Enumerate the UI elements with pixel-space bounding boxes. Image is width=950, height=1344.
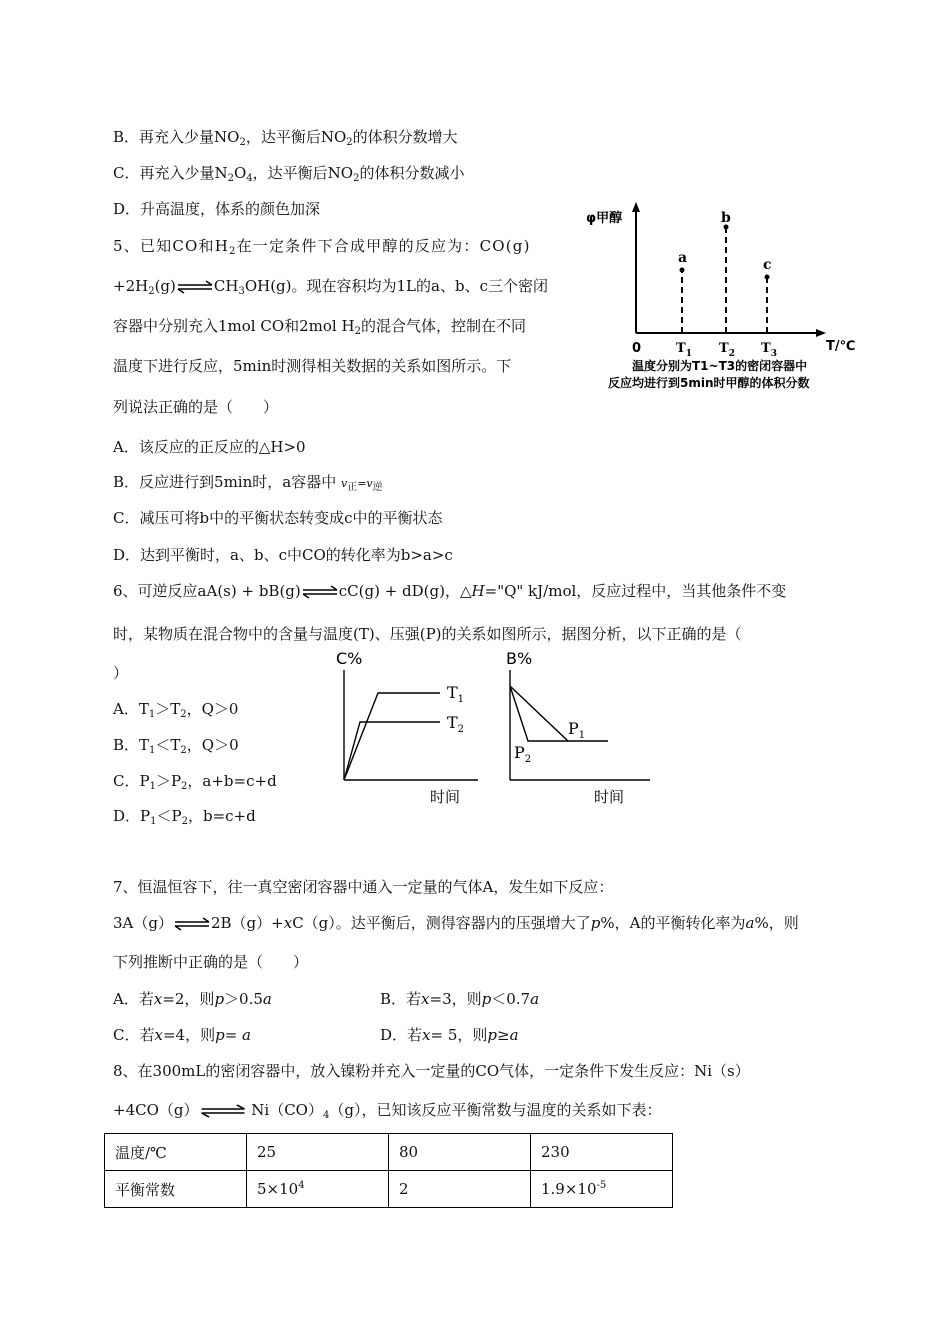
equilibrium-arrow-icon [199,1104,247,1118]
q6-line2: 时，某物质在混合物中的含量与温度(T)、压强(P)的关系如图所示，据图分析，以下正确的是（ [113,625,742,643]
c-percent-chart [330,650,490,810]
b-x-label: 时间 [594,788,625,806]
q8-line2: +4CO（g） $Ni(CO)_4(g)$，已知该反应平衡常数与温度的关系如下表： [113,1101,662,1121]
q7-line3: 下列推断中正确的是（ ） [113,953,309,971]
q5-option-b: B．反应进行到5min时，a容器中 $v_正=v_逆$ [113,473,383,493]
q5-line2: $+2H_2(g)$ $CH_3OH(g)$。现在容积均为1L的a、b、c三个密闭 [113,277,548,297]
tick-t2: $T_2$ [719,341,735,359]
option-d-prev: D．升高温度，体系的颜色加深 [113,200,321,218]
q6-option-c: C．$P_1>P_2$，a+b=c+d [113,772,277,792]
table-cell: $1.9\times 10^{-5}$ [531,1171,673,1208]
curve-t2 [344,722,440,780]
c-y-label: C% [336,650,363,668]
table-cell: 25 [247,1134,389,1171]
table-cell: 2 [389,1171,531,1208]
origin-label: 0 [632,341,642,356]
tick-t3: $T_3$ [761,341,777,359]
equilibrium-arrow-icon [301,585,339,599]
label-p1: $P_1$ [568,719,586,741]
point-a [680,268,685,273]
q5-line3: 容器中分别充入1mol CO和2mol $H_2$的混合气体，控制在不同 [113,317,526,337]
y-axis-label: φ甲醇 [586,211,623,226]
option-c-prev: C．再充入少量$N_2O_4$，达平衡后$NO_2$的体积分数减小 [113,164,465,184]
b-y-label: B% [506,650,533,668]
q5-option-c: C．减压可将b中的平衡状态转变成c中的平衡状态 [113,509,443,527]
q7-option-d: D．若x= 5，则p≥a [380,1026,519,1044]
q6-line3: ） [113,664,129,682]
equilibrium-arrow-icon [173,917,211,931]
b-percent-chart [500,650,660,810]
curve-t1 [344,693,440,780]
equilibrium-arrow-icon [176,280,214,294]
q6-option-b: B．$T_1<T_2$，Q＞0 [113,736,239,756]
q8-line1: 8、在300mL的密闭容器中，放入镍粉并充入一定量的CO气体，一定条件下发生反应：Ni（s） [113,1062,750,1080]
option-b-prev: B．再充入少量$NO_2$，达平衡后$NO_2$的体积分数增大 [113,128,458,148]
q5-line4: 温度下进行反应，5min时测得相关数据的关系如图所示。下 [113,357,512,375]
table-row [105,1134,673,1171]
equilibrium-constant-table [104,1133,673,1208]
label-t1: $T_1$ [447,683,465,705]
table-cell: 230 [531,1134,673,1171]
table-cell: 平衡常数 [105,1171,247,1208]
q7-option-b: B．若x=3，则p＜0.7a [380,990,540,1008]
point-c [765,275,770,280]
table-cell: 温度/℃ [105,1134,247,1171]
label-t2: $T_2$ [447,713,465,735]
q5-methanol-chart [580,200,860,395]
q6-option-a: A．$T_1>T_2$，Q＞0 [113,700,239,720]
table-row [105,1171,673,1208]
label-p2: $P_2$ [514,743,532,765]
c-x-label: 时间 [430,788,461,806]
q6-option-d: D．$P_1<P_2$，b=c+d [113,807,256,827]
q7-option-c: C．若x=4，则p= a [113,1026,251,1044]
point-a-label: a [678,250,688,266]
tick-t1: $T_1$ [676,341,692,359]
table-cell: 80 [389,1134,531,1171]
q7-line1: 7、恒温恒容下，往一真空密闭容器中通入一定量的气体A，发生如下反应： [113,878,614,896]
q5-line1: 5、已知CO和$H_2$在一定条件下合成甲醇的反应为：CO(g) [113,237,531,257]
q7-line2: 3A（g） 2B（g）+xC（g）。达平衡后，测得容器内的压强增大了p%，A的平衡转化率为a%，则 [113,914,799,932]
point-b-label: b [721,210,731,226]
caption-line1: 温度分别为T1~T3的密闭容器中 [632,359,808,373]
q7-option-a: A．若x=2，则p＞0.5a [113,990,272,1008]
q6-line1: 6、可逆反应aA(s) + bB(g) cC(g) + dD(g)，△H="Q" kJ/mol，反应过程中，当其他条件不变 [113,582,787,600]
q5-option-d: D．达到平衡时，a、b、c中CO的转化率为b>a>c [113,546,453,564]
table-cell: $5\times 10^4$ [247,1171,389,1208]
caption-line2: 反应均进行到5min时甲醇的体积分数 [608,376,810,390]
q5-option-a: A．该反应的正反应的△H>0 [113,438,306,456]
q5-line5: 列说法正确的是（ ） [113,398,279,416]
point-c-label: c [763,257,772,273]
x-axis-label: T/℃ [826,339,856,354]
